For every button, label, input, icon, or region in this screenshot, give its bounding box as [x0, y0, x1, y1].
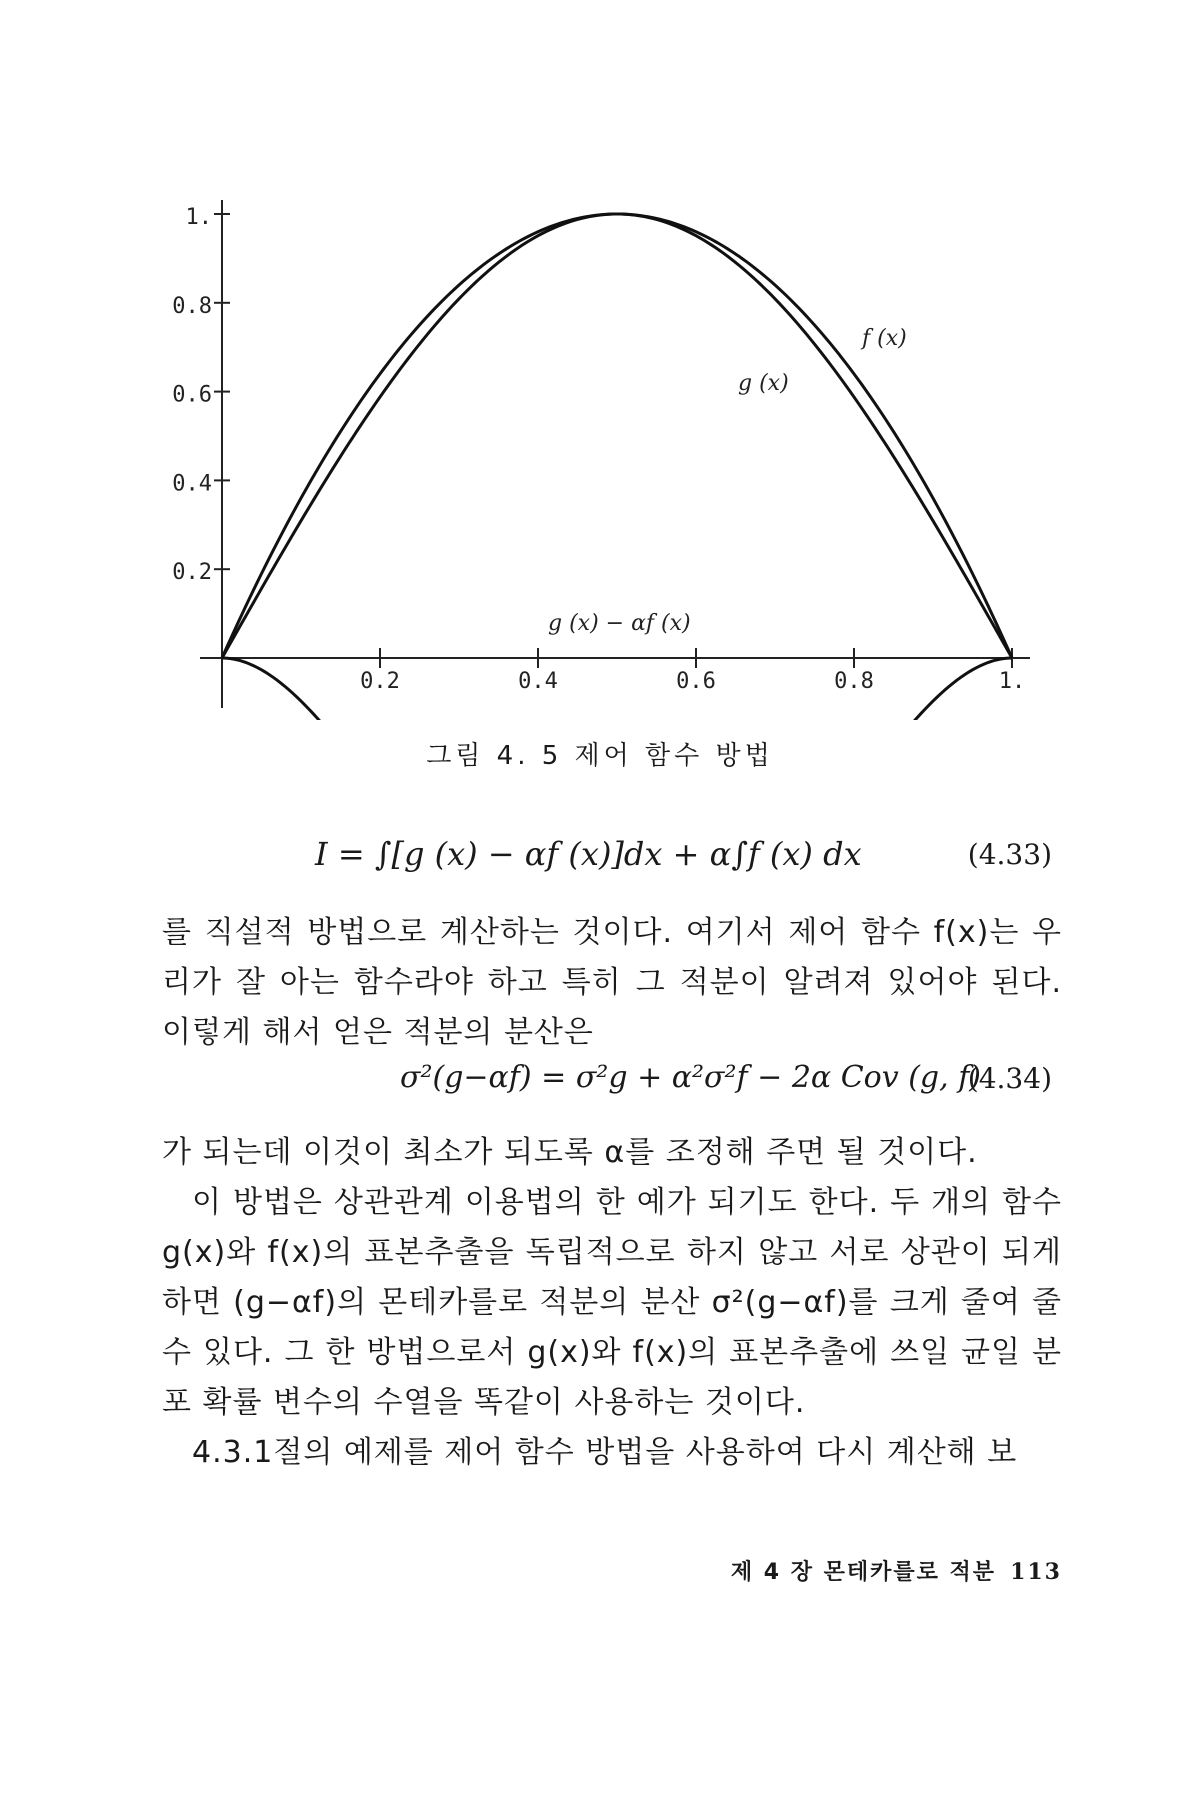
x-tick-label: 0.2	[360, 669, 400, 694]
y-tick-label: 1.	[185, 205, 212, 230]
series-1-curve	[222, 214, 1012, 658]
body-paragraph-2	[162, 1128, 1062, 1478]
figure-caption: 그림 4. 5 제어 함수 방법	[426, 741, 774, 771]
x-tick-label: 0.8	[834, 669, 874, 694]
footer-chapter: 제 4 장 몬테카를로 적분	[730, 1560, 997, 1585]
y-tick-label: 0.2	[172, 560, 212, 586]
page-footer	[731, 1555, 1062, 1586]
x-tick-label: 0.6	[676, 669, 716, 694]
series-2-label: g (x) − αf (x)	[548, 611, 691, 636]
series-0-label: f (x)	[862, 326, 907, 351]
y-tick-label: 0.8	[172, 293, 212, 319]
chart-labels	[172, 205, 1025, 694]
paragraph-2-text: 가 되는데 이것이 최소가 되도록 α를 조정해 주면 될 것이다.	[162, 1135, 978, 1170]
body-paragraph-1	[162, 908, 1062, 1058]
footer-page-number: 113	[1010, 1559, 1062, 1585]
equation-4-34: σ²(g−αf) = σ²g + α²σ²f − 2α Cov (g, f)	[400, 1060, 982, 1095]
x-tick-label: 0.4	[518, 669, 558, 694]
paragraph-1-text: 를 직설적 방법으로 계산하는 것이다. 여기서 제어 함수 f(x)는 우리가 잘 아는 함수라야 하고 특히 그 적분이 알려져 있어야 된다. 이렇게 해서 얻은 적분의 분산은	[162, 915, 1062, 1050]
control-variate-figure	[0, 0, 1200, 720]
series-1-label: g (x)	[738, 371, 789, 396]
y-tick-label: 0.4	[172, 471, 212, 497]
equation-number-4-33: (4.33)	[967, 838, 1052, 871]
equation-4-33: I = ∫[g (x) − αf (x)]dx + α∫f (x) dx	[315, 835, 862, 873]
series-2-curve	[222, 658, 1012, 720]
paragraph-3-text: 이 방법은 상관관계 이용법의 한 예가 되기도 한다. 두 개의 함수 g(x)와 f(x)의 표본추출을 독립적으로 하지 않고 서로 상관이 되게 하면 (g−αf)의 몬테카를로 적분의 분산 σ²(g−αf)를 크게 줄여 줄 수 있다. 그 한 방법으로서 g(x)와 f(x)의 표본추출에 쓰일 균일 분포 확률 변수의 수열을 똑같이 사용하는 것이다.	[162, 1185, 1062, 1420]
paragraph-4-text: 4.3.1절의 예제를 제어 함수 방법을 사용하여 다시 계산해 보	[192, 1435, 1018, 1470]
x-tick-label: 1.	[998, 669, 1026, 694]
chart-curves	[222, 214, 1012, 720]
series-0-curve	[222, 214, 1012, 658]
equation-number-4-34: (4.34)	[967, 1062, 1052, 1095]
y-tick-label: 0.6	[172, 382, 212, 408]
